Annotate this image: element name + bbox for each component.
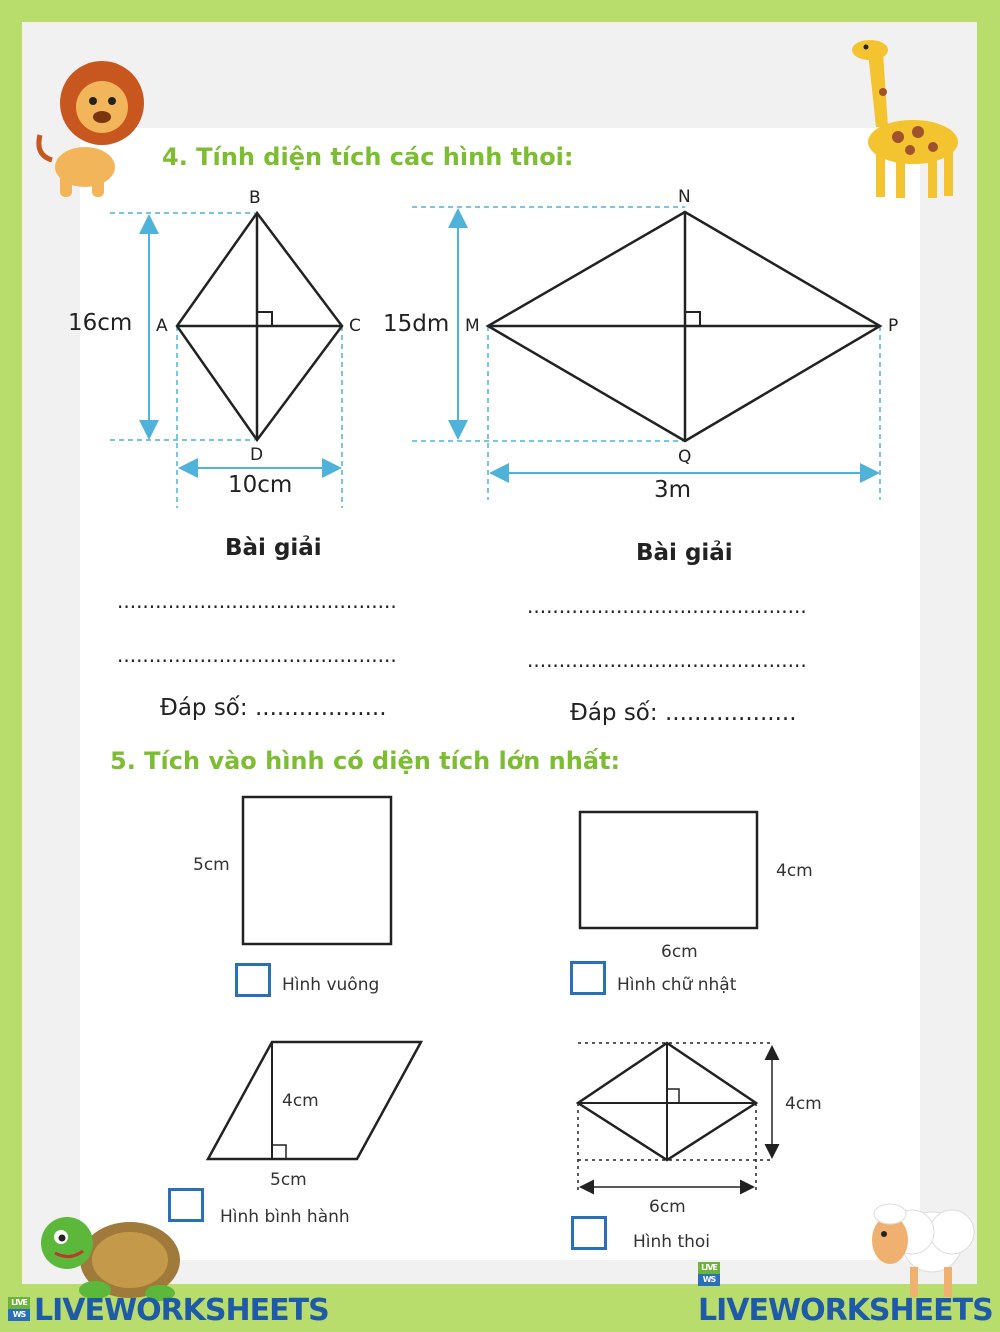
- square-name: Hình vuông: [282, 975, 380, 995]
- square-side-label: 5cm: [193, 855, 230, 875]
- parallelogram-checkbox[interactable]: [168, 1188, 204, 1222]
- liveworksheets-badge-icon: LIVE WS: [698, 1262, 720, 1286]
- section4-heading: 4. Tính diện tích các hình thoi:: [162, 143, 574, 171]
- footer-logo-left: LIVE WS LIVEWORKSHEETS: [8, 1293, 329, 1328]
- solution-line-2a[interactable]: ............................................: [527, 594, 807, 618]
- solution-line-2b[interactable]: ............................................: [527, 648, 807, 672]
- solution-line-1b[interactable]: ............................................: [117, 643, 397, 667]
- vertex-d: D: [250, 445, 264, 465]
- vertex-n: N: [678, 187, 691, 207]
- parallelogram-name: Hình bình hành: [220, 1207, 350, 1227]
- footer-logo-right: LIVE WS LIVEWORKSHEETS: [698, 1263, 993, 1328]
- rectangle-shape: [580, 812, 757, 928]
- small-rhombus-height-label: 4cm: [785, 1094, 822, 1114]
- rhombus-checkbox[interactable]: [571, 1216, 607, 1250]
- answer-line-2[interactable]: Đáp số: ..................: [570, 700, 797, 726]
- vertex-p: P: [888, 316, 899, 336]
- square-checkbox[interactable]: [235, 963, 271, 997]
- square-shape: [243, 797, 391, 944]
- parallelogram-base-label: 5cm: [270, 1170, 307, 1190]
- solution-title-1: Bài giải: [225, 535, 322, 561]
- rectangle-width-label: 6cm: [661, 942, 698, 962]
- vertex-m: M: [465, 316, 480, 336]
- parallelogram-height-label: 4cm: [282, 1091, 319, 1111]
- liveworksheets-badge-icon: LIVE WS: [8, 1297, 30, 1321]
- vertex-a: A: [156, 316, 168, 336]
- solution-title-2: Bài giải: [636, 540, 733, 566]
- vertex-q: Q: [678, 447, 692, 467]
- rhombus1-width-label: 10cm: [228, 472, 293, 498]
- rhombus-abcd: [110, 213, 342, 508]
- answer-line-1[interactable]: Đáp số: ..................: [160, 695, 387, 721]
- small-rhombus-width-label: 6cm: [649, 1197, 686, 1217]
- rhombus2-height-label: 15dm: [383, 311, 450, 337]
- vertex-b: B: [249, 188, 261, 208]
- rhombus1-height-label: 16cm: [68, 310, 133, 336]
- section5-heading: 5. Tích vào hình có diện tích lớn nhất:: [110, 747, 621, 775]
- rectangle-checkbox[interactable]: [570, 961, 606, 995]
- solution-line-1a[interactable]: ............................................: [117, 589, 397, 613]
- rhombus2-width-label: 3m: [654, 477, 692, 503]
- rhombus-mnpq: [412, 207, 880, 500]
- small-rhombus-shape: [578, 1043, 772, 1190]
- rhombus-name: Hình thoi: [633, 1232, 711, 1252]
- rectangle-name: Hình chữ nhật: [617, 975, 737, 995]
- rectangle-height-label: 4cm: [776, 861, 813, 881]
- vertex-c: C: [349, 316, 361, 336]
